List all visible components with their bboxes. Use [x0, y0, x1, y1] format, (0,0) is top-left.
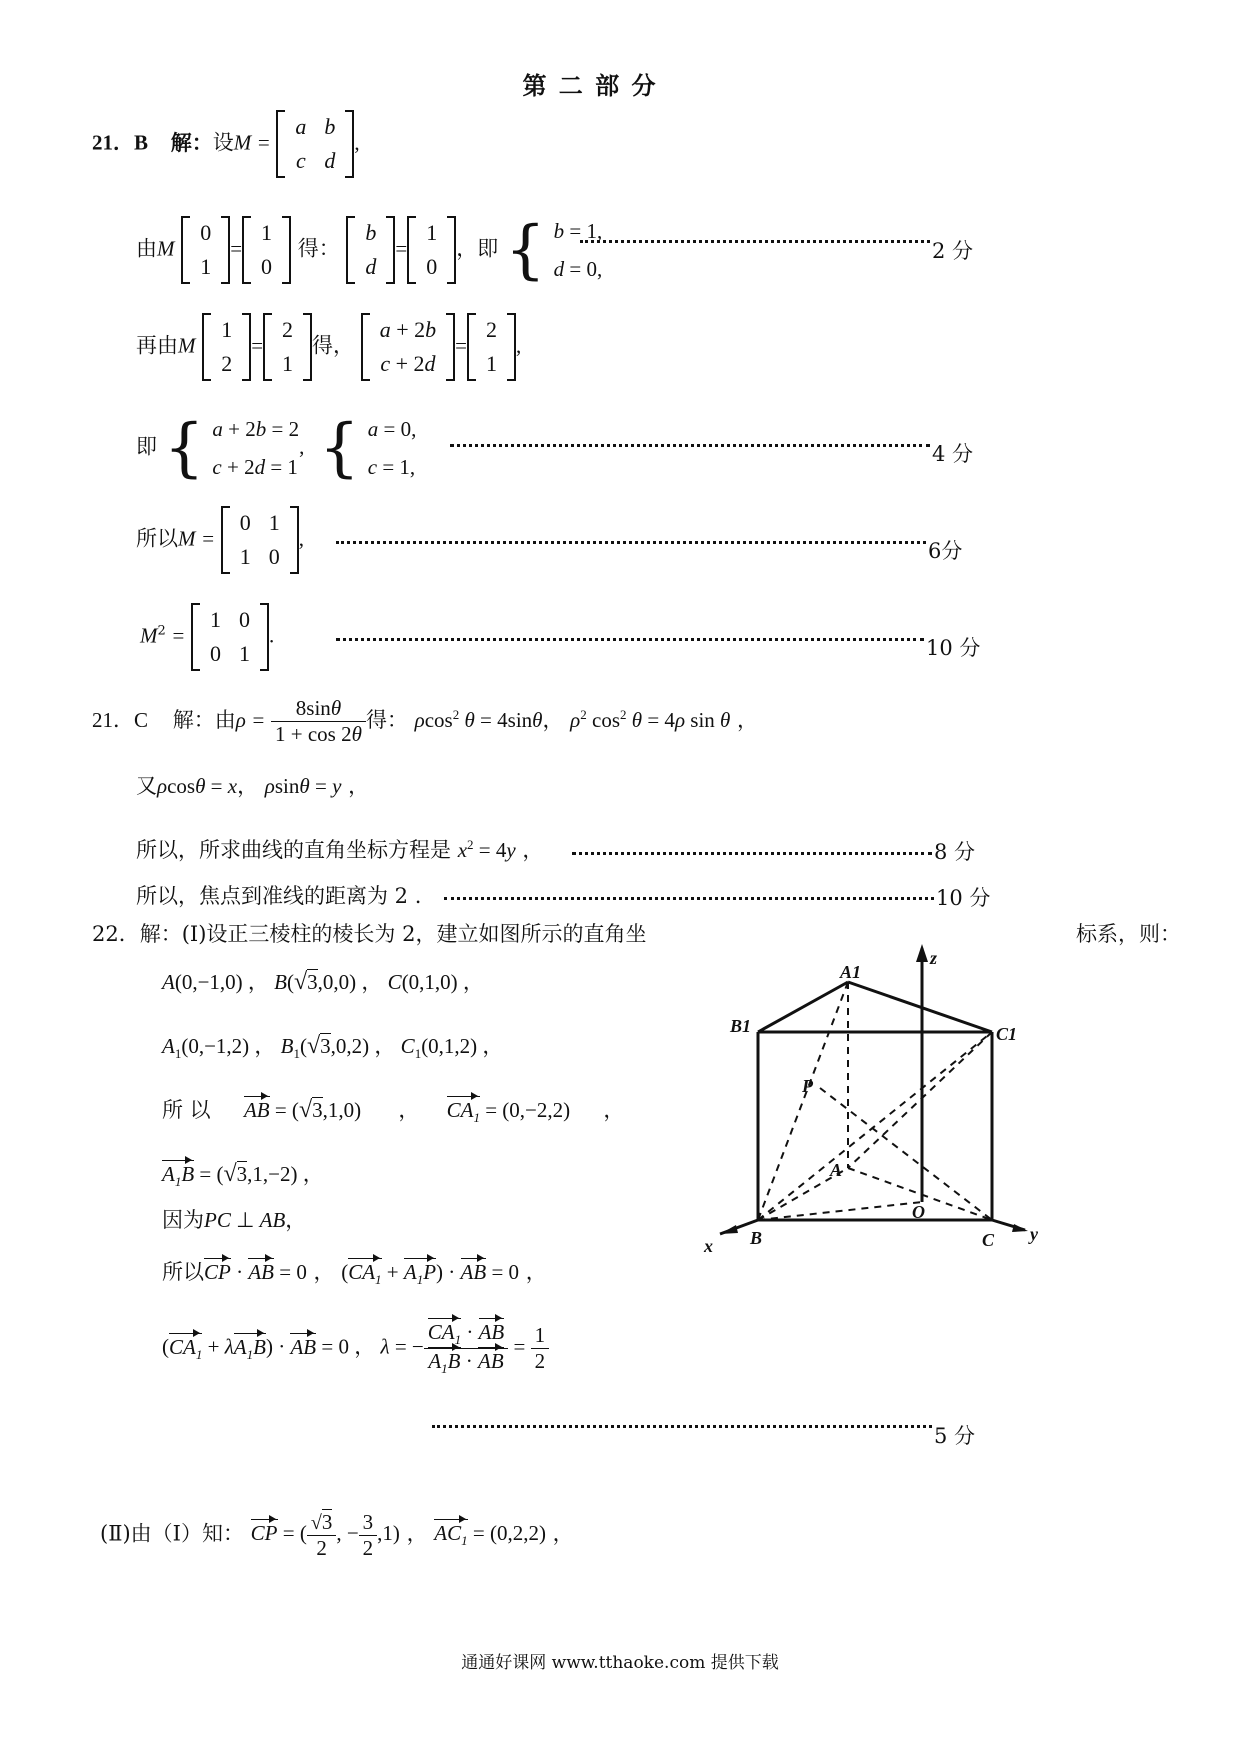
label-A1: A1 [840, 962, 862, 982]
score: 8 分 [934, 840, 976, 864]
q21b-she: 设 [212, 130, 234, 155]
score: 10 分 [926, 636, 981, 660]
q21c-line2: 又ρcosθ = x， ρsinθ = y ， [136, 774, 370, 798]
q21c-de: 得： [365, 708, 408, 732]
q22-yinwei-text: 因为 [162, 1208, 204, 1232]
q22-coords2: $A_1(0,-1,2)$ ， $B_1(√3,0,2)$ ， $C_1(0,1,2)$ ， [162, 1033, 504, 1062]
q21b-label: 21．B [92, 130, 149, 155]
q21b-line2: 由M 0 1 = 1 0 得： b d = 1 0 ，即 { b = 1, d = 0, [136, 213, 603, 287]
label-z: z [930, 948, 938, 968]
q21b-line4: 即 { a + 2b = 2 c + 2d = 1, { a = 0, c = 1, [136, 411, 417, 485]
q21b-de2: 得， [312, 333, 355, 358]
q22-suoyi-text: 所以 [162, 1260, 204, 1284]
q22-vectors1: 所 以 AB = (√3,1,0) ， $CA_1 = (0,-2,2)$ ， [162, 1097, 625, 1126]
score: 5 分 [934, 1424, 976, 1448]
q22-suoyi-spaced: 所 以 [162, 1098, 211, 1122]
q21c-line4: 所以，焦点到准线的距离为 2 . [136, 884, 422, 908]
q21b-line6: $M^2$ = 1 0 0 1 . [140, 603, 274, 671]
leader-dots [580, 240, 930, 243]
q22-intro-text: (Ⅰ)设正三棱柱的棱长为 2，建立如图所示的直角坐 [181, 922, 647, 946]
leader-dots [336, 541, 926, 544]
q21c-line3: 所以，所求曲线的直角坐标方程是 $x^2 = 4y$ ， [136, 837, 544, 862]
q21c-suoyi: 所以，所求曲线的直角坐标方程是 [136, 838, 451, 862]
q21b-ji: ，即 [456, 236, 499, 261]
q22-yinwei: 因为PC ⊥ AB， [162, 1208, 307, 1232]
q22-vectors2: $A_1B = (√3,1,-2)$ ， [162, 1161, 324, 1190]
label-C: C [982, 1230, 995, 1250]
q22-intro-tail: 标系，则： [1076, 922, 1181, 946]
leader-dots [450, 444, 930, 447]
q21c-label: 21．C [92, 708, 149, 732]
q22-part2: (Ⅱ)由（Ⅰ）知： CP = ( $\frac{√3}{2}$ , − $\frac{3}{2}$ ,1) ， $AC_1 = (0,2,2)$ ， [100, 1510, 574, 1560]
q21b-you: 由 [136, 236, 157, 261]
score: 10 分 [936, 886, 991, 910]
prism-figure [690, 940, 1060, 1260]
q22-coords1: A(0,−1,0) ， B(√3,0,0) ， C(0,1,0) ， [162, 969, 484, 995]
label-C1: C1 [996, 1024, 1018, 1044]
q21c-jie: 解：由 [172, 708, 236, 732]
q21c-line1: 21．C 解：由ρ = $\frac{8\sin\theta}{1 + \cos 2\theta}$ 得： ρcos$^2$ θ = 4sinθ， $\rho^2$ $\cos^2 \theta = 4\rho$ sin θ ， [92, 696, 759, 746]
label-y: y [1030, 1224, 1038, 1244]
leader-dots [432, 1425, 932, 1428]
footer: 通通好课网 www.tthaoke.com 提供下载 [461, 1653, 779, 1673]
score: 6分 [928, 539, 963, 563]
q22-part2-text: (Ⅱ)由（Ⅰ）知： [100, 1521, 244, 1546]
q22-intro [92, 918, 646, 948]
score: 4 分 [932, 442, 974, 466]
q21b-zai: 再由 [136, 333, 178, 358]
leader-dots [444, 897, 934, 900]
q21b-suoyi: 所以 [136, 526, 178, 551]
label-x: x [704, 1236, 713, 1256]
label-P: P [802, 1076, 813, 1096]
q21b-line3: 再由M 1 2 = 2 1 得， a + 2b c + 2d = 2 1 , [136, 313, 521, 381]
q22-label: 22．解： [92, 922, 182, 946]
score: 2 分 [932, 239, 974, 263]
page-title: 第 二 部 分 [522, 71, 658, 100]
matrix-abcd: a b c d [276, 110, 354, 178]
q21b-line5: 所以M = 0 1 1 0 , [136, 506, 304, 574]
q21b-de: 得： [297, 236, 340, 261]
q21c-you: 又 [136, 774, 157, 798]
q21b-ji2: 即 [136, 434, 157, 459]
leader-dots [572, 852, 932, 855]
q21b-line1: 21．B 解：设M = a b c d , [92, 110, 360, 178]
q22-lambda: $(CA_1 + \lambda A_1B)$ · AB = 0 ， λ = − $\frac{CA_1 \cdot AB}{A_1B \cdot AB}$ = $\frac{1}{2}$ [162, 1320, 549, 1377]
label-B: B [750, 1228, 763, 1248]
label-A: A [830, 1160, 843, 1180]
leader-dots [336, 638, 924, 641]
q22-suoyi: 所以CP · AB = 0 ， $(CA_1 + A_1P)$ · AB = 0 ， [162, 1260, 547, 1288]
label-O: O [912, 1202, 925, 1222]
label-B1: B1 [730, 1016, 752, 1036]
q21b-jie: 解： [170, 129, 213, 155]
